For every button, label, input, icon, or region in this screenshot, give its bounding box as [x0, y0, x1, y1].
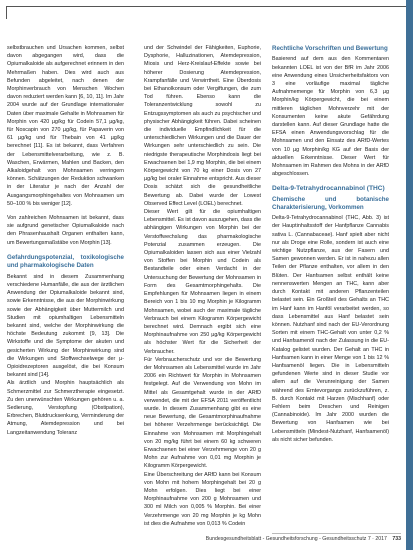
footer-rule	[272, 533, 401, 534]
middle-paragraph-2: Dieser Wert gilt für die opiumhaltigen Lebensmittel. Es ist davon auszugehen, dass die abhängigen Wirkungen von Morphin bei der Verstoffwechslung das pharmakologische Potenzial zusammen erzeugen. Die Opiumalkaloiden lassen sich aus einer Vielzahl von Stoffen bei Morphin und Codein als Bestandteile oder einen Verdacht in der Untersuchung der Bewertung der Mohnsamen in Form des Gesamtmorphingehalts. Die Empfehlungen für Mohnsamen liegen in einem Bereich von 1 bis 10 mg Morphin je Kilogramm Mohnsamen, wobei auch der maximale tägliche Verbrauch bei einem Kilogramm Körpergewicht berechnet wird. Demnach ergibt sich eine Morphinaufnahme von 250 µg/kg Körpergewicht als höchster Wert für die Sicherheit der Verbraucher.	[144, 209, 261, 355]
middle-column	[144, 44, 261, 536]
left-paragraph-1: selbstbrauchen und Ursachen kommen, selbst davon abgegangen wird, dass die Opiumalkaloide als aufgerechnet erinnern in den Mehrmaßen haben. Dies wird auch aus Befunden abgeleitet, nach denen der Morphinverbrauch von Menschen Wochen davon reduziert werden kann [6, 10, 11]. Im Jahr 2004 wurde auf der Grundlage internationaler Daten über maximale Gehalte in Mohnsamen für Morphin von 420 µg/kg für Codein 57,1 µg/kg, für Noscapin von 270 µg/kg, für Papaverin von 61 µg/kg und für Thebain von 41 µg/kg berechnet [11]. Es ist bekannt, dass Verfahren der Lebensmittelverarbeitung, wie z. B. Waschen, Erwärmen, Mahlen und Backen, den Alkaloidgehalt von Mohnsamen verringern können. Schätzungen der Reduktion schwanken in der Literatur je nach der Anzahl der Ausgangsmorphingehaltes von Mohnsamen um 50–100 % bis weniger [12].	[7, 45, 124, 207]
left-paragraph-4: Als ärztlich und Morphin hauptsächlich als Schmerzmittel zur Schmerztherapie eingesetzt. Zu den unerwünschten Wirkungen gehören u. a. Sedierung, Verstopfung (Obstipation), Erbrechen, Blutdrucksenkung, Verminderung der Atmung, Atemdepression und bei Langzeitanwendung Toleranz	[7, 380, 124, 436]
middle-paragraph-4: Eine Überschreitung der ARfD kann bei Konsum von Mohn mit hohem Morphingehalt bei 20 g Mohn erfolgen. Dies liegt bei einer Morphinaufnahme von 200 g Mohnsamen und 300 ml Milch von 0,005 % Morphin. Bei einer Verzehrmenge von 20 mg Morphin je kg Mohn ist dies die Aufnahme von 0,013 % Codein	[144, 471, 261, 527]
section-heading-hazard: Gefahrdungspotenzial, toxikologische und pharmakologische Daten	[7, 253, 124, 270]
right-column	[272, 44, 389, 536]
page-number: 733	[392, 536, 401, 542]
right-paragraph-2: Delta-9-Tetrahydrocannabinol (THC, Abb. 3) ist der Hauptinhaltsstoff der Hanfpflanze Cannabis sativa L. (Cannabaceae). Hanf spielt aber nicht nur als Droge eine Rolle, sondern ist auch eine wichtige Nutzpflanze, aus der Fasern und Samen gewonnen werden. Er ist in nahezu allen Teilen der Pflanze enthalten, vor allem in den Blüten. Der Hanfsamen selbst enthält keine nennenswerten Mengen an THC, kann aber durch Kontakt mit anderen Pflanzenteilen belastet sein. Ein Großteil des Gehalts an THC im Hanf kann im Hanföl verarbeitet werden, so dass Lebensmittel aus Hanf belastet sein können. Nutzhanf sind nach der EU-Verordnung Sorten mit einem THC-Gehalt von unter 0,2 % und Hanfsamenöl nach der Zulassung in die EU-Katalog gelistet wurden. Der Gehalt an THC in Hanfsamen kann in einer Menge von 1 bis 12 % Hanfsamenöl liegen. Die in Lebensmitteln gefundenen Werte sind in dieser Studie vor allem auf die Verunreinigung der Samen während des Erntevorgangs zurückzuführen, z. B. durch Kontakt mit Harzen (Mischhanf) oder Fehlern beim Dreschen und Reinigen (Cannabinoide). Im Jahr 2000 wurden die Bewertung von Hanfsamen wie bei Lebensmitteln (Mindest-Nutzhanf, Hanfsamenöl) als nicht sicher befunden.	[272, 215, 389, 443]
section-heading-legal: Rechtliche Vorschriften und Bewertung	[272, 45, 388, 52]
page-footer	[200, 536, 401, 542]
side-color-bar	[406, 0, 413, 550]
right-paragraph-1: Basierend auf dem aus den Kommentaren bekannten LOEL ist von der BfR im Jahr 2006 eine Anwendung eines Unsicherheitsfaktors von 3 eine vorläufige maximal tägliche Aufnahmemenge für Morphin von 6,3 µg Morphin/kg Körpergewicht, die bei einem mittleren täglichen Mohnverzehr mit der Konsumenten keine akute Gefährdung darstellen kann. Auf dieser Grundlage hatte die EFSA einen Anwendungsvorschlag für die Mohnsamen und den Einsatz des ARfD-Wertes von 10 µg Morphin/kg KG auf der Basis der aktuellen Erkenntnisse. Dieser Wert für Mohnsamen im Rahmen des Mohns in der ARfD abgeschlossen.	[272, 56, 389, 178]
subheading-chemistry: Chemische und botanische Charakterisierung, Vorkommen	[272, 195, 389, 212]
left-column	[7, 44, 124, 536]
middle-paragraph-3: Für Verbraucherschutz und vor die Bewertung der Mohnsamen als Lebensmittel wurde im Jahr 2006 ein Richtwert für Morphin in Mohnsamen festgelegt. Auf die Verwendung von Mohn im Mittel als Gesamtgehalt wurde in der ARfD verwendet, die mit der EFSA 2011 veröffentlicht wurde. In diesem Zusammenhang gibt es eine neue Bewertung, die Gesamtmorphinaufnahme bei höherer Verzehrmenge berücksichtigt. Die Einnahme von Mohnsamen mit Morphingehalt von 20 mg/kg führt bei einem 60 kg schweren Erwachsenen bei einer Verzehrmenge von 20 g Mohn zur Aufnahme von 0,01 mg Morphin je Kilogramm Körpergewicht.	[144, 356, 261, 470]
middle-paragraph-1: und der Schwindel der Fähigkeiten, Euphorie, Dysphorie, Halluzinationen, Atemdepression, Miosis und Herz-Kreislauf-Effekte sowie bei höherer Dosierung Atemdepression, Krampfanfälle und Verwirrtheit. Eine Überdosis bei Ethanolkonsum oder Vergiftungen, die zum Tod führen. Ebenso kann die Toleranzentwicklung sowohl zu Entzugssymptomen als auch zu psychischer und physischer Abhängigkeit führen. Dabei scheinen die individuelle Empfindlichkeit für die unterschiedlichen Wirkungen und die Dauer der Wirkungen sehr unterschiedlich zu sein. Die niedrigste therapeutische Morphindosis liegt bei Erwachsenen bei 1,9 mg Morphin, die bei einem Körpergewicht von 70 kg einer Dosis von 27 µg/kg bei oraler Einnahme entspricht. Aus dieser Dosis schätzt sich die gesundheitliche Bewertung ab. Dabei wurde der Lowest Observed Effect Level (LOEL) berechnet.	[144, 45, 261, 207]
left-paragraph-2: Von zahlreichen Mohnsamen ist bekannt, dass sie aufgrund genetischer Opiumalkaloide nach den Phrasenhaushalt Organen enthalten kann, um Bewertungsmaßstäbe von Morphin [13].	[7, 215, 124, 246]
journal-citation: Bundesgesundheitsblatt - Gesundheitsforschung - Gesundheitsschutz 7 · 2017	[205, 536, 387, 542]
top-frame-rule	[6, 6, 407, 19]
section-heading-thc: Delta-9-Tetrahydrocannabinol (THC)	[272, 185, 385, 193]
left-paragraph-3: Bekannt sind in diesem Zusammenhang verschiedene Humanfälle, die aus der ärztlichen Anwendung der Opiumalkaloide bekannt sind, sowie Erkenntnisse, die aus der Morphinwirkung sowie der Abhängigkeit über Muttermilch und Studien mit opiumhaltigen Lebensmitteln bekannt sind, welche der Morphinwirkung die höchste Bedeutung zukommt [9, 13]. Die Wirkstoffe und die Symptome der akuten und gesicherten Wirkung der Morphinwirkung sind die Wirkungen und Stoffwechselwege der μ-Opioidrezeptoren ausgelöst, die bei Konsum bekannt sind [14].	[7, 273, 124, 379]
